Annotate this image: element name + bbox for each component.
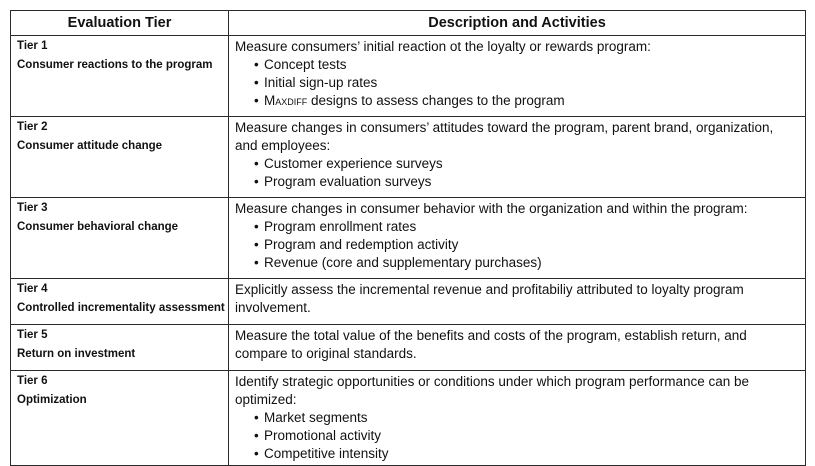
tier-name: Return on investment — [17, 348, 136, 360]
activity-list — [235, 56, 799, 110]
description-text: Measure consumers’ initial reaction ot the loyalty or rewards program: — [235, 39, 651, 54]
header-description-activities: Description and Activities — [229, 11, 806, 36]
tier-cell — [11, 198, 229, 279]
activity-item: • Competitive intensity — [254, 445, 799, 463]
table-row — [11, 36, 806, 117]
description-text: Measure changes in consumer behavior with the organization and within the program: — [235, 201, 748, 216]
activity-item: • Program and redemption activity — [254, 236, 799, 254]
activity-item: • Program enrollment rates — [254, 218, 799, 236]
description-text: Identify strategic opportunities or conditions under which program performance can be optimized: — [235, 374, 750, 407]
activity-item: • Program evaluation surveys — [254, 173, 799, 191]
tier-number: Tier 6 — [17, 375, 48, 387]
description-cell — [229, 371, 806, 466]
activity-list — [235, 409, 799, 463]
description-text: Explicitly assess the incremental revenue and profitabiliy attributed to loyalty program involvement. — [235, 282, 744, 315]
description-cell — [229, 117, 806, 198]
table-row — [11, 117, 806, 198]
tier-cell — [11, 36, 229, 117]
table-row — [11, 198, 806, 279]
description-cell — [229, 279, 806, 325]
activity-item: • Revenue (core and supplementary purchases) — [254, 254, 799, 272]
evaluation-tier-table — [10, 10, 806, 466]
description-cell — [229, 36, 806, 117]
tier-number: Tier 4 — [17, 283, 48, 295]
activity-list — [235, 218, 799, 272]
activity-item: • Customer experience surveys — [254, 155, 799, 173]
table-row — [11, 371, 806, 466]
activity-item: • Promotional activity — [254, 427, 799, 445]
table-row — [11, 325, 806, 371]
description-text: Measure changes in consumers’ attitudes toward the program, parent brand, organization, and employees: — [235, 120, 774, 153]
tier-number: Tier 2 — [17, 121, 48, 133]
tier-number: Tier 5 — [17, 329, 48, 341]
tier-cell — [11, 371, 229, 466]
tier-name: Optimization — [17, 394, 87, 406]
tier-number: Tier 1 — [17, 40, 48, 52]
header-evaluation-tier: Evaluation Tier — [11, 11, 229, 36]
maxdiff-term: Maxdiff — [264, 93, 308, 108]
activity-list — [235, 155, 799, 191]
activity-item-rest: designs to assess changes to the program — [307, 93, 565, 108]
activity-item: • Market segments — [254, 409, 799, 427]
tier-cell — [11, 325, 229, 371]
tier-name: Consumer reactions to the program — [17, 59, 213, 71]
header-row — [11, 11, 806, 36]
activity-item: • Concept tests — [254, 56, 799, 74]
table-row — [11, 279, 806, 325]
tier-name: Consumer attitude change — [17, 140, 163, 152]
description-cell — [229, 325, 806, 371]
description-text: Measure the total value of the benefits and costs of the program, establish return, and compare to original standards. — [235, 328, 747, 361]
tier-cell — [11, 117, 229, 198]
tier-name: Consumer behavioral change — [17, 221, 179, 233]
activity-item: • Initial sign-up rates — [254, 74, 799, 92]
tier-cell — [11, 279, 229, 325]
activity-item — [254, 92, 799, 110]
tier-number: Tier 3 — [17, 202, 48, 214]
tier-name: Controlled incrementality assessment — [17, 302, 225, 314]
description-cell — [229, 198, 806, 279]
